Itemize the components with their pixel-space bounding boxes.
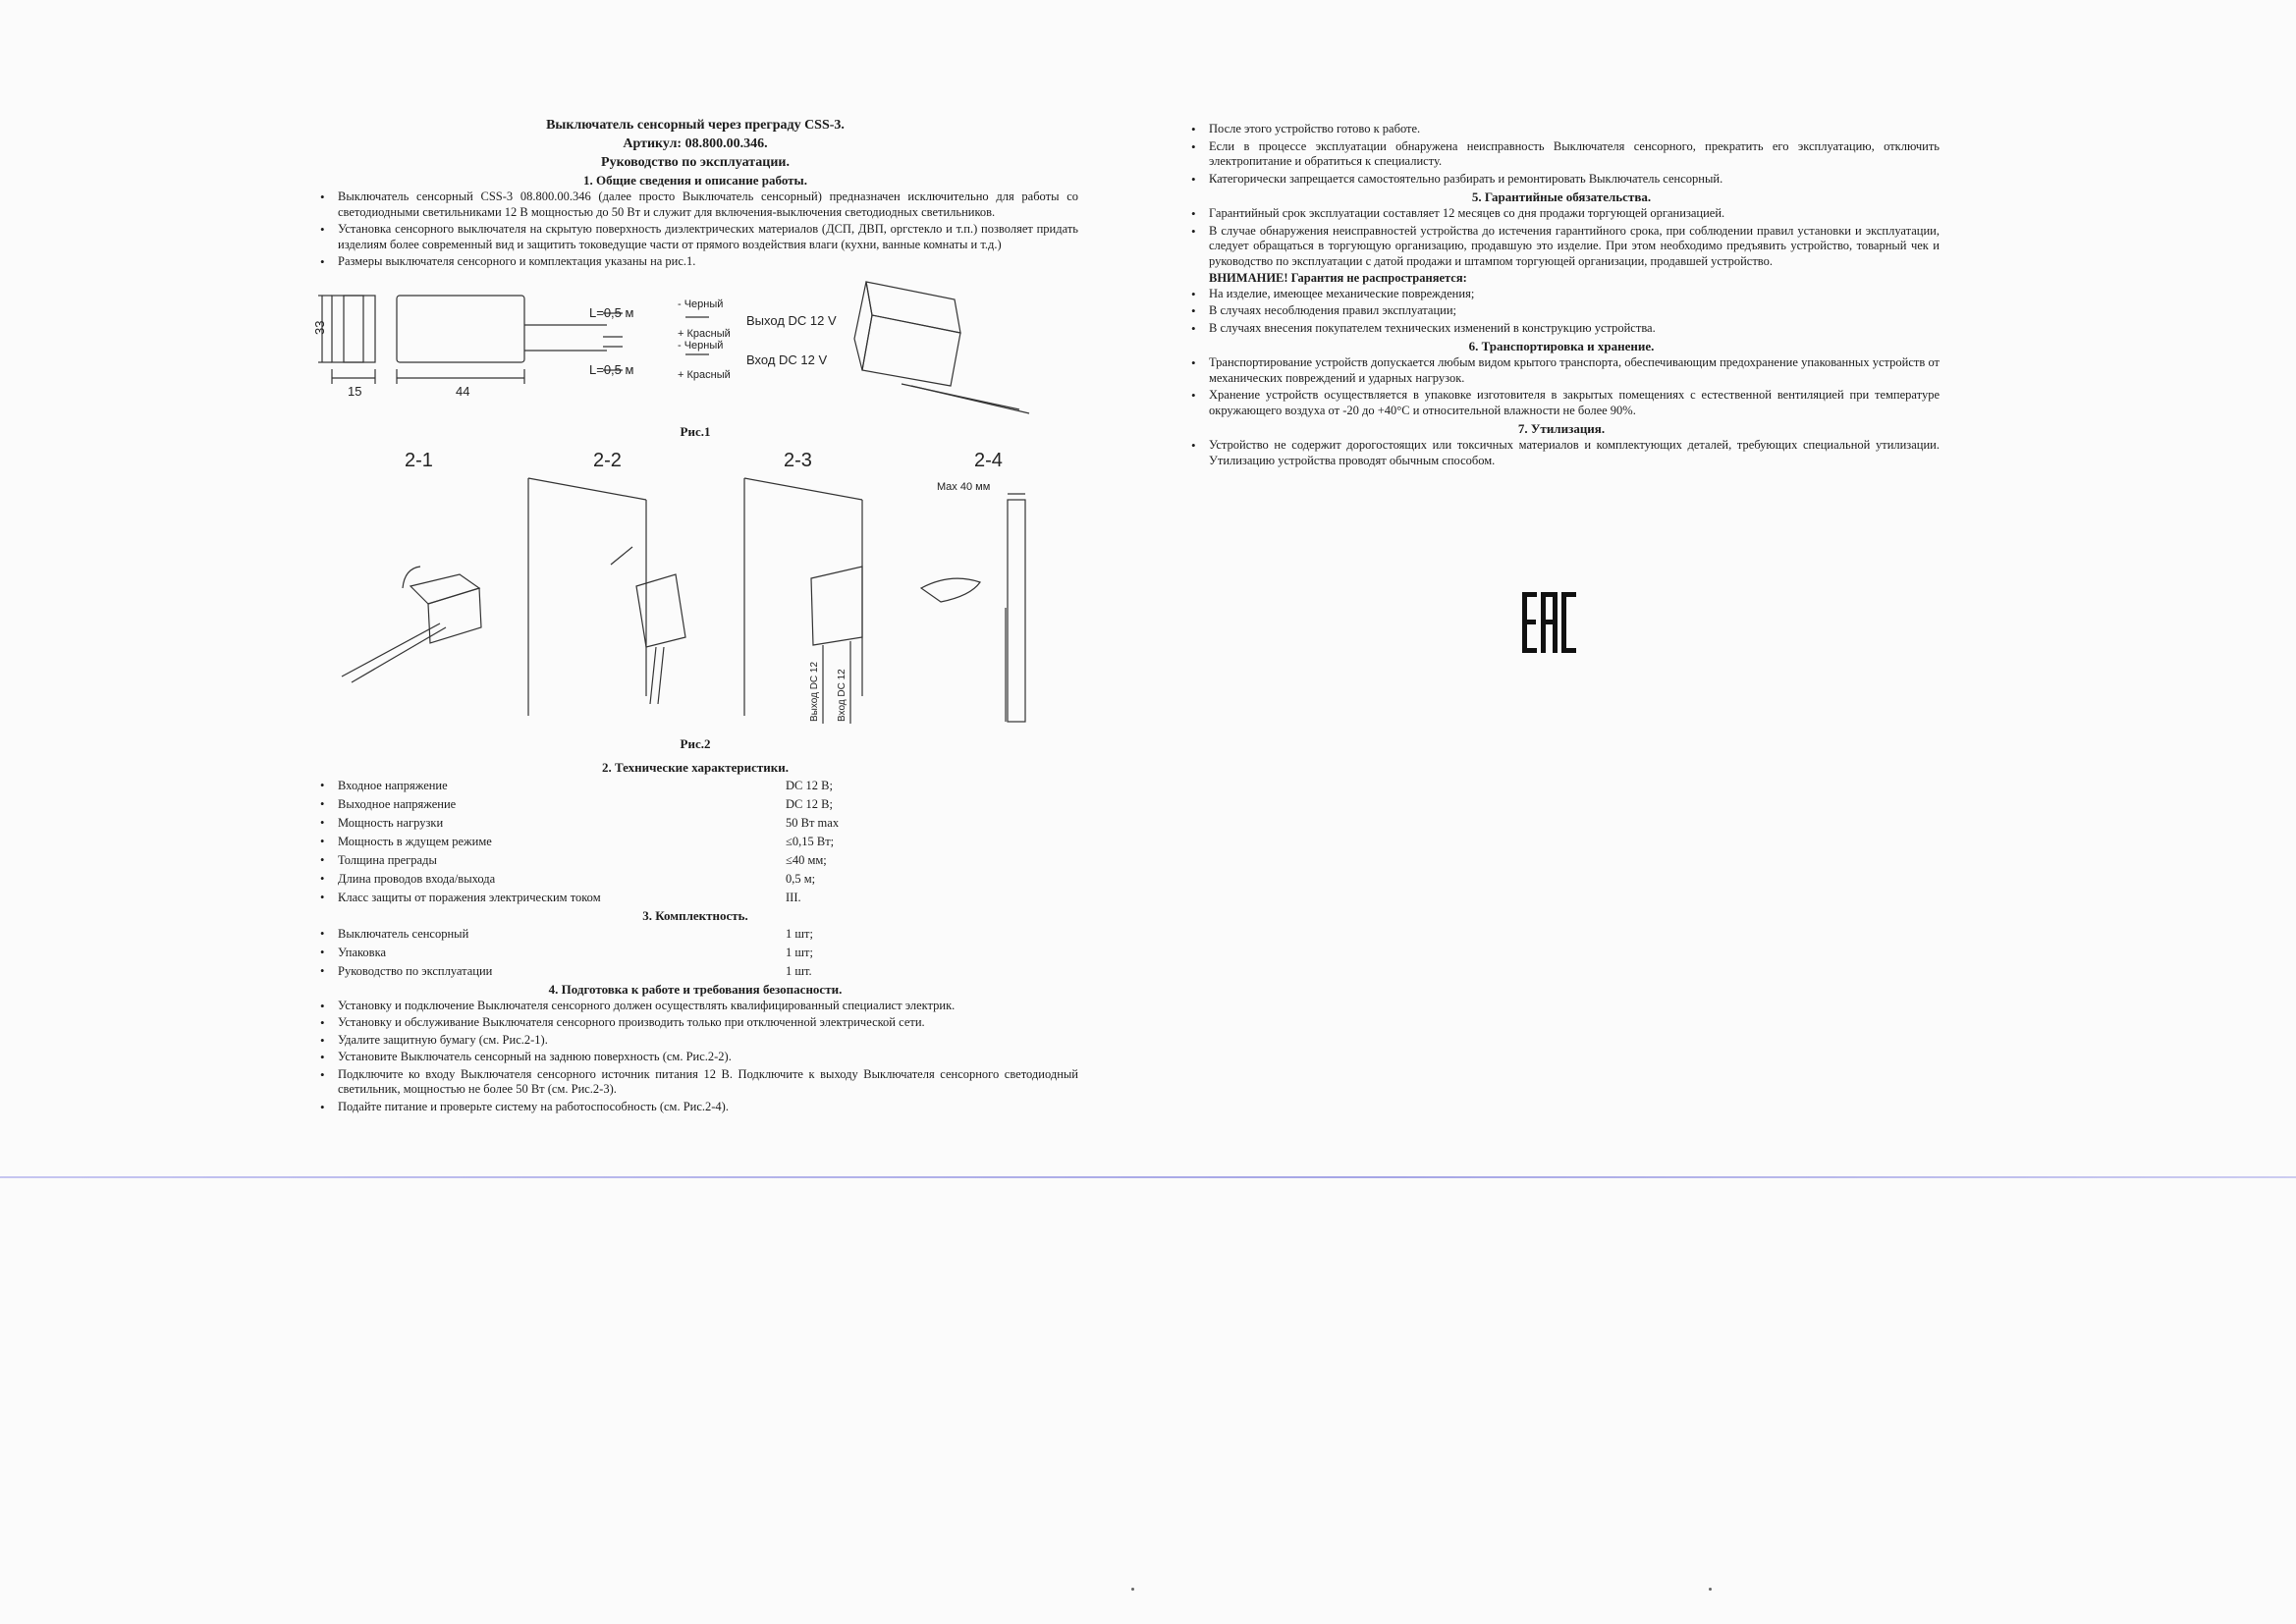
- figure-1-caption: Рис.1: [680, 423, 711, 439]
- step-2-2-label: 2-2: [593, 449, 622, 471]
- panel-2-4: [1008, 500, 1025, 722]
- list-item: • Хранение устройств осуществляется в упаковке изготовителя в закрытых помещениях с естественной вентиляцией при температуре окружающего воздуха от -20 до +40°С и относительной влажности не более 90%.: [1183, 388, 1940, 418]
- warranty-warning: ВНИМАНИЕ! Гарантия не распространяется:: [1209, 271, 1467, 285]
- scan-dot: [1131, 1588, 1134, 1591]
- intro-list: [1183, 122, 1940, 187]
- input-label: Вход DC 12 V: [746, 352, 828, 367]
- push-arrow: [611, 547, 632, 565]
- list-item: • В случаях несоблюдения правил эксплуатации;: [1183, 303, 1940, 319]
- spec-label: • Выходное напряжение: [338, 796, 457, 811]
- list-item: • Гарантийный срок эксплуатации составляет 12 месяцев со дня продажи торгующей организацией.: [1183, 206, 1940, 222]
- section-2-title: 2. Технические характеристики.: [602, 759, 789, 775]
- step-2-3-label: 2-3: [784, 449, 812, 471]
- list-item: • Подайте питание и проверьте систему на работоспособность (см. Рис.2-4).: [312, 1100, 1078, 1115]
- kit-value: 1 шт;: [786, 926, 813, 941]
- wire-black-2: - Черный: [678, 339, 724, 352]
- spec-value: DC 12 В;: [786, 778, 833, 792]
- eac-logo: [1522, 592, 1577, 653]
- step-2-4-label: 2-4: [974, 449, 1003, 471]
- list-item: • Если в процессе эксплуатации обнаружена неисправность Выключателя сенсорного, прекратить его эксплуатацию, отключить электропитание и обратиться к специалисту.: [1183, 139, 1940, 170]
- table-row: [312, 777, 1078, 795]
- list-item: • Категорически запрещается самостоятельно разбирать и ремонтировать Выключатель сенсорный.: [1183, 172, 1940, 188]
- wire-red-2: + Красный: [678, 368, 731, 381]
- step-2-1-switch: [410, 574, 479, 604]
- spec-value: 0,5 м;: [786, 871, 816, 886]
- dim-length-label: 44: [456, 383, 470, 399]
- list-item: • Установку и подключение Выключателя сенсорного должен осуществлять квалифицированный специалист электрик.: [312, 999, 1078, 1014]
- top-view-shape: [397, 296, 524, 362]
- section-1-title: 1. Общие сведения и описание работы.: [583, 173, 807, 188]
- side-view-shape: [332, 296, 363, 362]
- figure-1-drawing: [312, 276, 1078, 423]
- list-item: • Устройство не содержит дорогостоящих или токсичных материалов и комплектующих деталей, требующих специальной утилизации. Утилизацию устройства проводят обычным способом.: [1183, 438, 1940, 468]
- table-row: [312, 814, 1078, 833]
- step-2-2-switch: [636, 574, 685, 647]
- article-number: Артикул: 08.800.00.346.: [623, 136, 768, 151]
- spec-value: III.: [786, 890, 801, 904]
- section-4-list: [312, 999, 1078, 1115]
- list-item: • Размеры выключателя сенсорного и комплектация указаны на рис.1.: [312, 254, 1078, 270]
- section-7-title: 7. Утилизация.: [1517, 421, 1606, 436]
- dim-height-label: 33: [312, 320, 327, 335]
- section-3-title: 3. Комплектность.: [642, 907, 748, 923]
- warranty-exclusions-list: [1183, 287, 1940, 337]
- table-row: [312, 833, 1078, 851]
- spec-label: • Длина проводов входа/выхода: [338, 871, 496, 886]
- table-row: [312, 851, 1078, 870]
- spec-value: DC 12 В;: [786, 796, 833, 811]
- spec-label: • Мощность нагрузки: [338, 815, 444, 830]
- output-label: Выход DC 12 V: [746, 312, 837, 328]
- wire-red-1: + Красный: [678, 327, 731, 340]
- device-side-face: [854, 282, 872, 370]
- scan-artifact-line: [0, 1176, 2296, 1178]
- step-2-3-switch: [811, 567, 862, 645]
- document-title: Выключатель сенсорный через преграду CSS-3.: [546, 118, 845, 133]
- right-column: [1183, 122, 1940, 470]
- specs-table: [312, 777, 1078, 907]
- section-5-title: 5. Гарантийные обязательства.: [1471, 189, 1652, 204]
- wire-black-1: - Черный: [678, 298, 724, 310]
- spec-label: • Класс защиты от поражения электрическим током: [338, 890, 601, 904]
- kit-label: • Упаковка: [338, 945, 387, 959]
- spec-value: ≤40 мм;: [786, 852, 827, 867]
- step-2-3-input-label: Вход DC 12: [837, 668, 847, 722]
- spec-value: ≤0,15 Вт;: [786, 834, 835, 848]
- list-item: • Установку и обслуживание Выключателя сенсорного производить только при отключенной электрической сети.: [312, 1015, 1078, 1031]
- step-2-3-output-label: Выход DC 12: [809, 661, 820, 722]
- figure-2-caption: Рис.2: [680, 735, 711, 751]
- list-item: • В случае обнаружения неисправностей устройства до истечения гарантийного срока, при соблюдении правил установки и эксплуатации, следует обращаться в торгующую организацию, продавшую это изделие. При этом необходимо предъявить устройство, товарный чек и руководство по эксплуатации с датой продажи и штампом торгующей организации, продавшей устройство.: [1183, 224, 1940, 270]
- dim-width-label: 15: [348, 383, 362, 399]
- left-column: [312, 116, 1078, 1116]
- spec-label: • Входное напряжение: [338, 778, 448, 792]
- table-row: [312, 889, 1078, 907]
- kit-table: [312, 925, 1078, 981]
- kit-value: 1 шт.: [786, 963, 812, 978]
- section-7-list: [1183, 438, 1940, 468]
- section-6-list: [1183, 355, 1940, 418]
- cable-1-length: L=0,5 м: [589, 304, 634, 320]
- table-row: [312, 925, 1078, 944]
- kit-value: 1 шт;: [786, 945, 813, 959]
- figure-2-drawing: [312, 441, 1078, 735]
- hand-touch: [921, 578, 980, 602]
- spec-label: • Мощность в ждущем режиме: [338, 834, 492, 848]
- list-item: • Транспортирование устройств допускается любым видом крытого транспорта, обеспечивающим предохранение упакованных устройств от механических повреждений и ударных нагрузок.: [1183, 355, 1940, 386]
- spec-value: 50 Вт max: [786, 815, 840, 830]
- section-6-title: 6. Транспортировка и хранение.: [1468, 339, 1655, 353]
- section-5-list: [1183, 206, 1940, 269]
- list-item: • После этого устройство готово к работе.: [1183, 122, 1940, 137]
- list-item: • Установите Выключатель сенсорный на заднюю поверхность (см. Рис.2-2).: [312, 1050, 1078, 1065]
- cable-2-length: L=0,5 м: [589, 361, 634, 377]
- list-item: • Подключите ко входу Выключателя сенсорного источник питания 12 В. Подключите к выходу Выключателя сенсорного светодиодный светильник, мощностью не более 50 Вт (см. Рис.2-3).: [312, 1067, 1078, 1098]
- figure-1: [312, 276, 1078, 423]
- list-item: • Выключатель сенсорный CSS-3 08.800.00.346 (далее просто Выключатель сенсорный) предназначен исключительно для работы со светодиодными светильниками 12 В мощностью до 50 Вт и служит для включения-выключения светодиодных светильников.: [312, 189, 1078, 220]
- step-2-1-label: 2-1: [405, 449, 433, 471]
- list-item: • Установка сенсорного выключателя на скрытую поверхность диэлектрических материалов (ДСП, ДВП, оргстекло и т.п.) позволяет придать изделиям более современный вид и защитить токоведущие части от прямого воздействия влаги (кухни, ванные комнаты и т.д.): [312, 222, 1078, 252]
- table-row: [312, 962, 1078, 981]
- table-row: [312, 870, 1078, 889]
- table-row: [312, 795, 1078, 814]
- table-row: [312, 944, 1078, 962]
- kit-label: • Выключатель сенсорный: [338, 926, 469, 941]
- section-4-title: 4. Подготовка к работе и требования безопасности.: [548, 981, 843, 997]
- list-item: • В случаях внесения покупателем технических изменений в конструкцию устройства.: [1183, 321, 1940, 337]
- list-item: • Удалите защитную бумагу (см. Рис.2-1).: [312, 1033, 1078, 1049]
- spec-label: • Толщина преграды: [338, 852, 437, 867]
- device-top-face: [866, 282, 960, 333]
- max-thickness-label: Max 40 мм: [937, 480, 991, 493]
- manual-subtitle: Руководство по эксплуатации.: [601, 155, 790, 170]
- kit-label: • Руководство по эксплуатации: [338, 963, 493, 978]
- side-view-front: [344, 296, 375, 362]
- scan-dot: [1709, 1588, 1712, 1591]
- device-front-face: [862, 315, 960, 386]
- list-item: • На изделие, имеющее механические повреждения;: [1183, 287, 1940, 302]
- section-1-list: [312, 189, 1078, 270]
- figure-2: [312, 441, 1078, 735]
